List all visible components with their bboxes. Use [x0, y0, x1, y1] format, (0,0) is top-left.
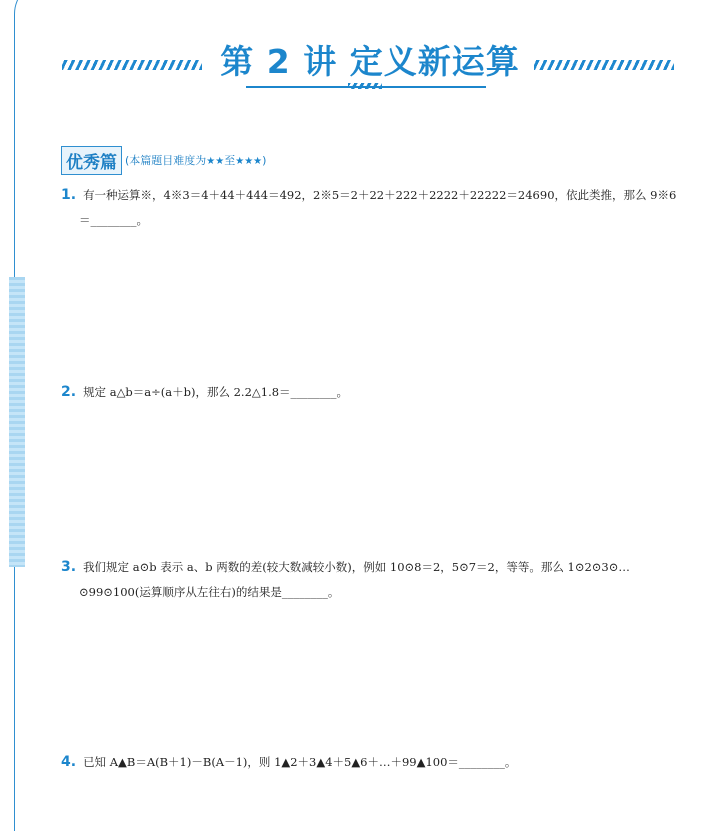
question-text: 已知 A▲B＝A(B＋1)－B(A－1)，则 1▲2＋3▲4＋5▲6＋…＋99▲100＝________。 [83, 755, 517, 769]
question-1 [61, 183, 686, 233]
question-text: 有一种运算※，4※3＝4＋44＋444＝492，2※5＝2＋22＋222＋2222＋22222＝24690，依此类推，那么 9※6 [83, 188, 677, 202]
side-decoration-strip [9, 277, 25, 567]
question-3 [61, 555, 686, 605]
section-label: 优秀篇 [61, 146, 122, 175]
question-2 [61, 380, 686, 405]
star-icon: ★★ [206, 156, 225, 167]
question-text-continued: ⊙99⊙100(运算顺序从左往右)的结果是________。 [79, 585, 340, 599]
question-text-continued: ＝________。 [79, 213, 148, 227]
chapter-title: 第 2 讲 定义新运算 [220, 42, 520, 81]
question-number: 4. [61, 754, 77, 770]
difficulty-note-mid: 至 [224, 154, 236, 167]
difficulty-note-suffix: ) [262, 154, 267, 167]
question-4 [61, 750, 686, 775]
difficulty-note [125, 152, 266, 168]
page-border [14, 0, 728, 831]
question-number: 2. [61, 384, 77, 400]
question-number: 1. [61, 187, 77, 203]
star-icon: ★★★ [235, 156, 263, 167]
chapter-header [0, 36, 728, 96]
section-header [61, 147, 266, 173]
question-text: 我们规定 a⊙b 表示 a、b 两数的差(较大数减较小数)，例如 10⊙8＝2，5⊙7＝2，等等。那么 1⊙2⊙3⊙… [83, 560, 630, 574]
question-text: 规定 a△b＝a÷(a＋b)，那么 2.2△1.8＝________。 [83, 385, 349, 399]
difficulty-note-prefix: (本篇题目难度为 [125, 154, 207, 167]
question-number: 3. [61, 559, 77, 575]
title-dash-left [62, 60, 202, 70]
title-dash-right [534, 60, 674, 70]
title-underline-accent [348, 83, 382, 89]
